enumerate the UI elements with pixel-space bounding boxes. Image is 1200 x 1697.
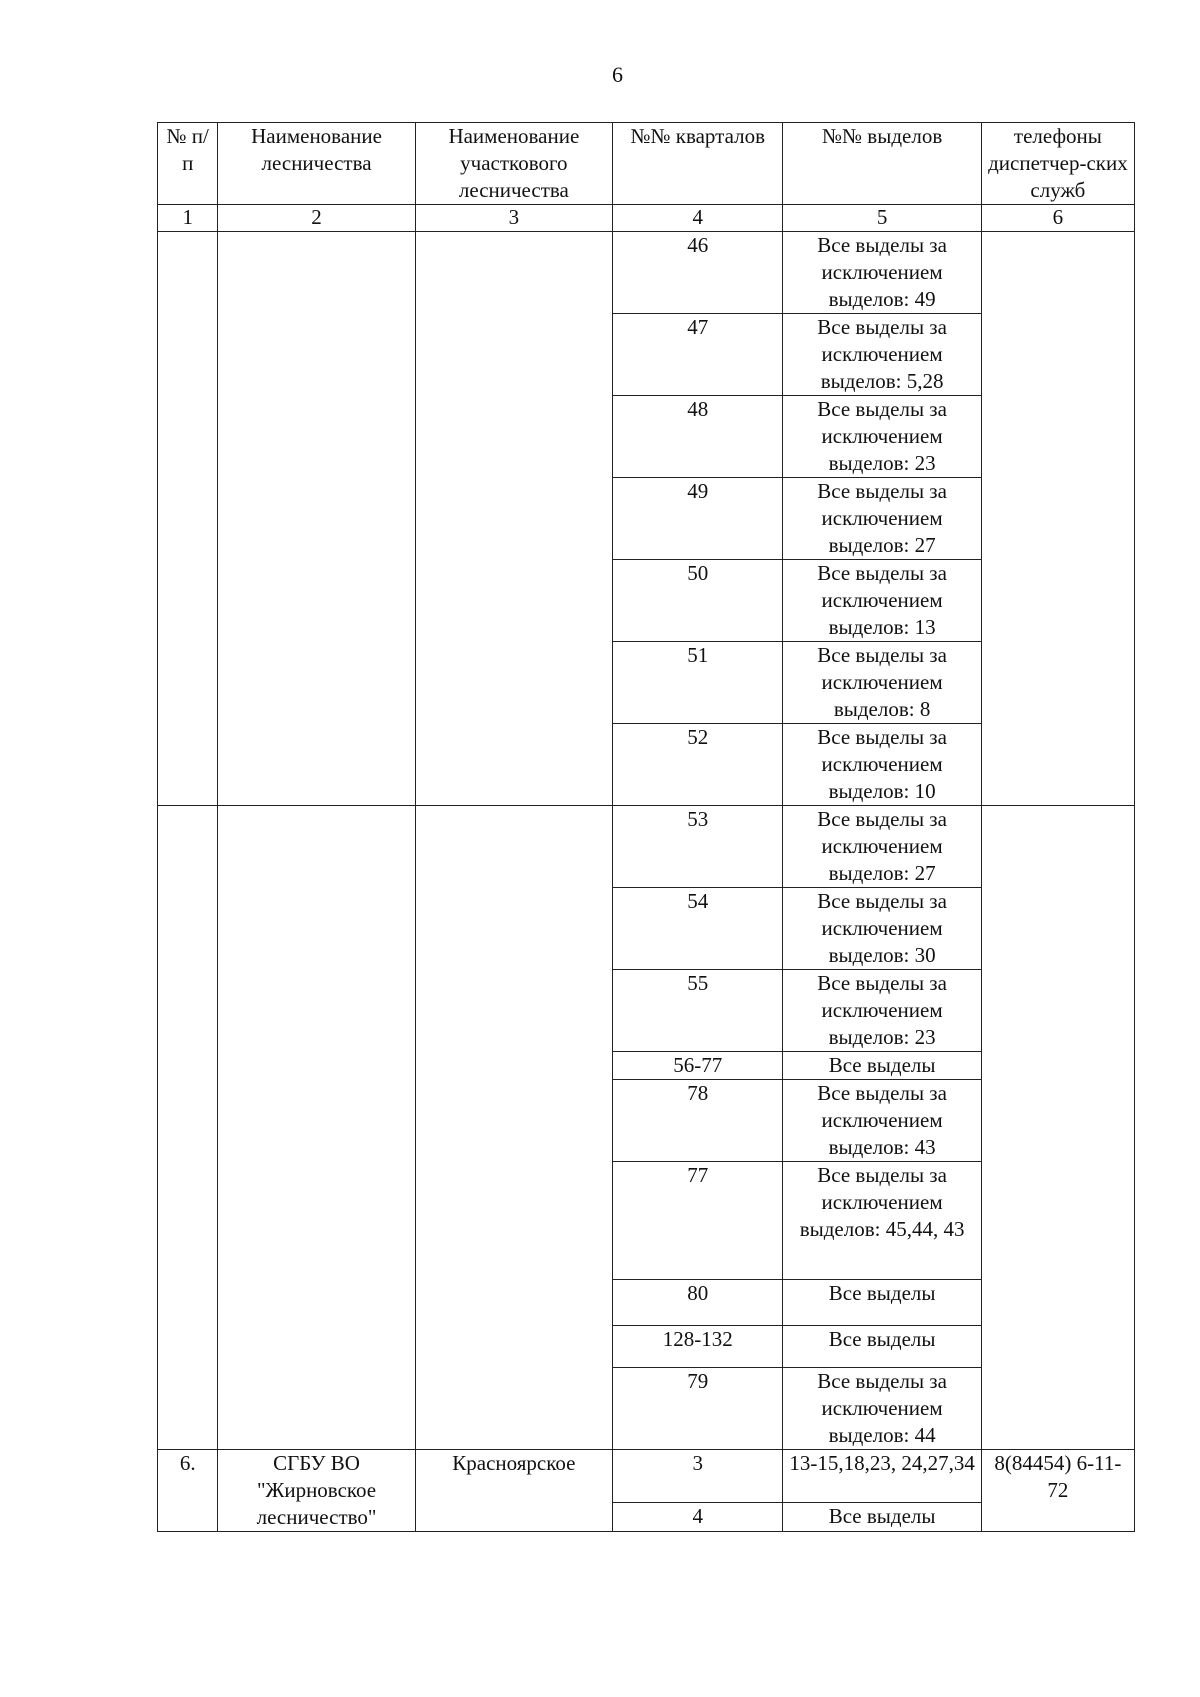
plots-cell: Все выделы <box>783 1280 981 1326</box>
plots-cell: Все выделы за исключением выделов: 23 <box>783 396 981 478</box>
quarter-cell: 54 <box>613 888 783 970</box>
header-quarters: №№ кварталов <box>613 123 783 205</box>
quarter-cell: 56-77 <box>613 1052 783 1080</box>
plots-cell: Все выделы <box>783 1326 981 1368</box>
column-number: 2 <box>218 205 415 232</box>
header-forestry: Наименование лесничества <box>218 123 415 205</box>
quarter-cell: 52 <box>613 724 783 806</box>
forestry-cell <box>218 806 415 1450</box>
quarter-cell: 79 <box>613 1368 783 1450</box>
phone-cell <box>981 232 1134 806</box>
quarter-cell: 78 <box>613 1080 783 1162</box>
plots-cell: Все выделы за исключением выделов: 44 <box>783 1368 981 1450</box>
quarter-cell: 55 <box>613 970 783 1052</box>
district-cell <box>415 806 612 1450</box>
header-num: № п/п <box>158 123 218 205</box>
plots-cell: Все выделы за исключением выделов: 45,44, 43 <box>783 1162 981 1280</box>
group-a <box>158 232 1135 806</box>
plots-cell: Все выделы за исключением выделов: 13 <box>783 560 981 642</box>
quarter-cell: 48 <box>613 396 783 478</box>
quarter-cell: 4 <box>613 1502 783 1531</box>
forestry-cell <box>218 232 415 806</box>
plots-cell: Все выделы за исключением выделов: 27 <box>783 478 981 560</box>
quarter-cell: 51 <box>613 642 783 724</box>
plots-cell: Все выделы за исключением выделов: 23 <box>783 970 981 1052</box>
phone-cell <box>981 806 1134 1450</box>
district-cell <box>415 232 612 806</box>
table-row <box>158 806 1135 888</box>
forestry-name: СГБУ ВО "Жирновское лесничество" <box>218 1450 415 1532</box>
column-number: 4 <box>613 205 783 232</box>
plots-cell: Все выделы за исключением выделов: 27 <box>783 806 981 888</box>
column-number: 3 <box>415 205 612 232</box>
quarter-cell: 46 <box>613 232 783 314</box>
column-number: 5 <box>783 205 981 232</box>
plots-cell: Все выделы за исключением выделов: 30 <box>783 888 981 970</box>
table-row <box>158 1450 1135 1503</box>
header-plots: №№ выделов <box>783 123 981 205</box>
row-6 <box>158 1450 1135 1532</box>
plots-cell: Все выделы за исключением выделов: 8 <box>783 642 981 724</box>
plots-cell: Все выделы <box>783 1052 981 1080</box>
column-number: 6 <box>981 205 1134 232</box>
quarter-cell: 49 <box>613 478 783 560</box>
num-cell <box>158 806 218 1450</box>
column-number: 1 <box>158 205 218 232</box>
plots-cell: Все выделы за исключением выделов: 49 <box>783 232 981 314</box>
plots-cell: Все выделы за исключением выделов: 5,28 <box>783 314 981 396</box>
quarter-cell: 50 <box>613 560 783 642</box>
header-district: Наименование участкового лесничества <box>415 123 612 205</box>
num-cell <box>158 232 218 806</box>
plots-cell: Все выделы <box>783 1502 981 1531</box>
phone-cell: 8(84454) 6-11-72 <box>981 1450 1134 1532</box>
plots-cell: Все выделы за исключением выделов: 10 <box>783 724 981 806</box>
quarter-cell: 3 <box>613 1450 783 1503</box>
plots-cell: Все выделы за исключением выделов: 43 <box>783 1080 981 1162</box>
quarter-cell: 77 <box>613 1162 783 1280</box>
column-number-row <box>158 205 1135 232</box>
group-b <box>158 806 1135 1450</box>
forestry-table <box>157 122 1135 1532</box>
header-row <box>158 123 1135 205</box>
quarter-cell: 53 <box>613 806 783 888</box>
district-name: Красноярское <box>415 1450 612 1532</box>
plots-cell: 13-15,18,23, 24,27,34 <box>783 1450 981 1503</box>
quarter-cell: 47 <box>613 314 783 396</box>
header-phones: телефоны диспетчер-ских служб <box>981 123 1134 205</box>
page-number: 6 <box>612 62 623 87</box>
quarter-cell: 80 <box>613 1280 783 1326</box>
quarter-cell: 128-132 <box>613 1326 783 1368</box>
table-row <box>158 232 1135 314</box>
row-number: 6. <box>158 1450 218 1532</box>
